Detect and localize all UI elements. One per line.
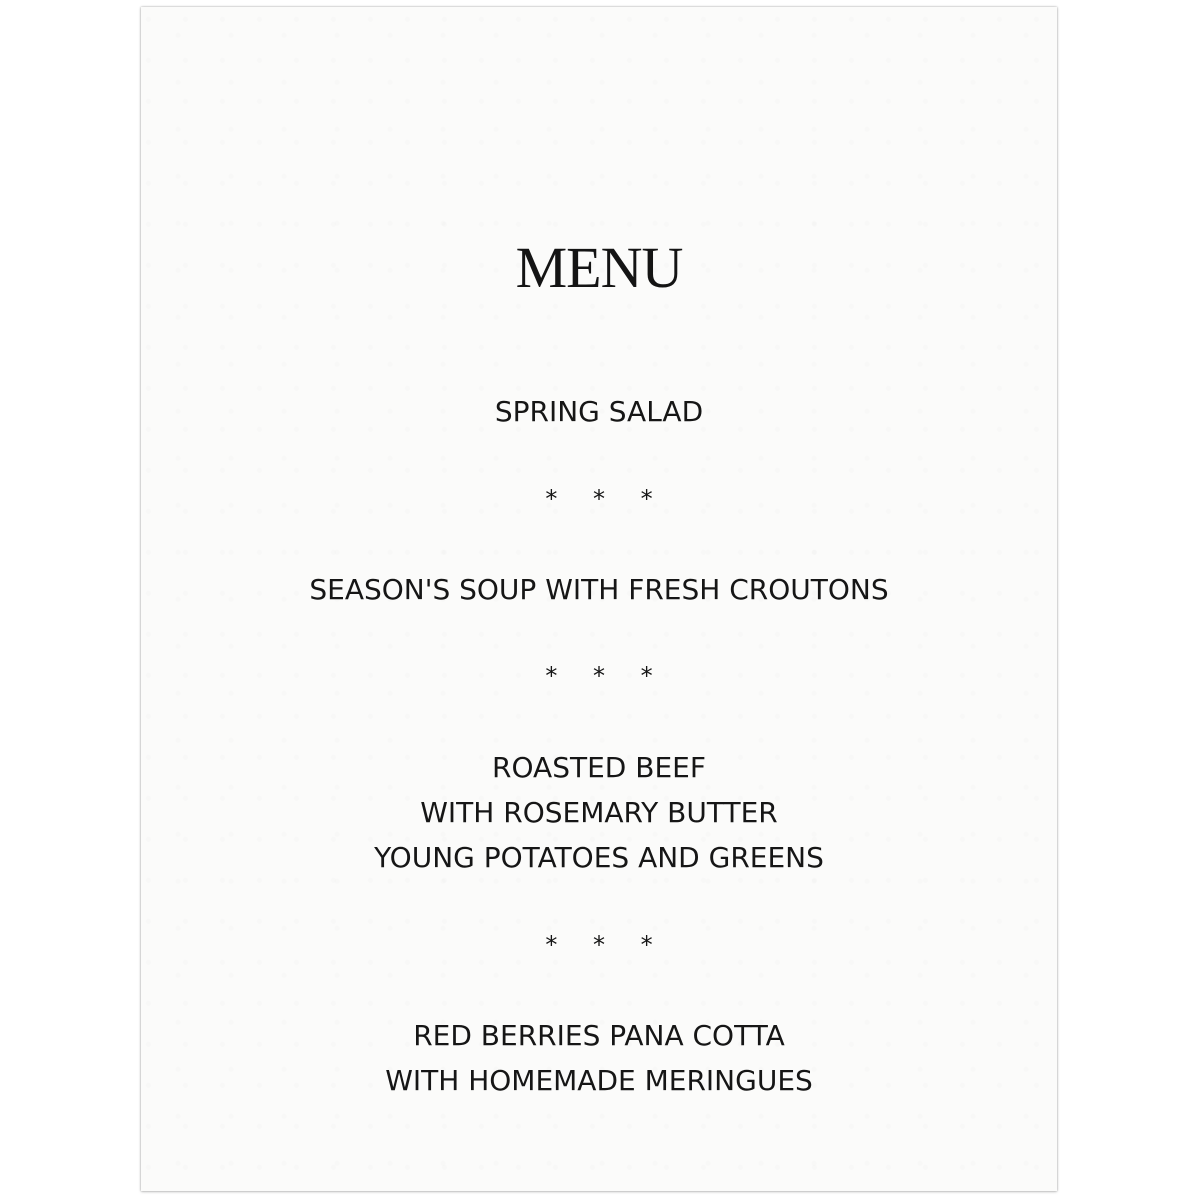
separator-1: * * * [545, 485, 667, 513]
course-3-line-1: ROASTED BEEF [492, 751, 706, 784]
course-3-line-3: YOUNG POTATOES AND GREENS [374, 841, 824, 874]
separator-3: * * * [545, 931, 667, 959]
menu-title: MENU [515, 235, 683, 300]
course-2-line-1: SEASON'S SOUP WITH FRESH CROUTONS [309, 573, 889, 606]
course-4-line-1: RED BERRIES PANA COTTA [413, 1019, 785, 1052]
separator-2: * * * [545, 662, 667, 690]
course-3-line-2: WITH ROSEMARY BUTTER [420, 796, 778, 829]
course-1-line-1: SPRING SALAD [494, 395, 704, 428]
course-4-line-2: WITH HOMEMADE MERINGUES [385, 1064, 813, 1097]
menu-card [141, 7, 1057, 1191]
